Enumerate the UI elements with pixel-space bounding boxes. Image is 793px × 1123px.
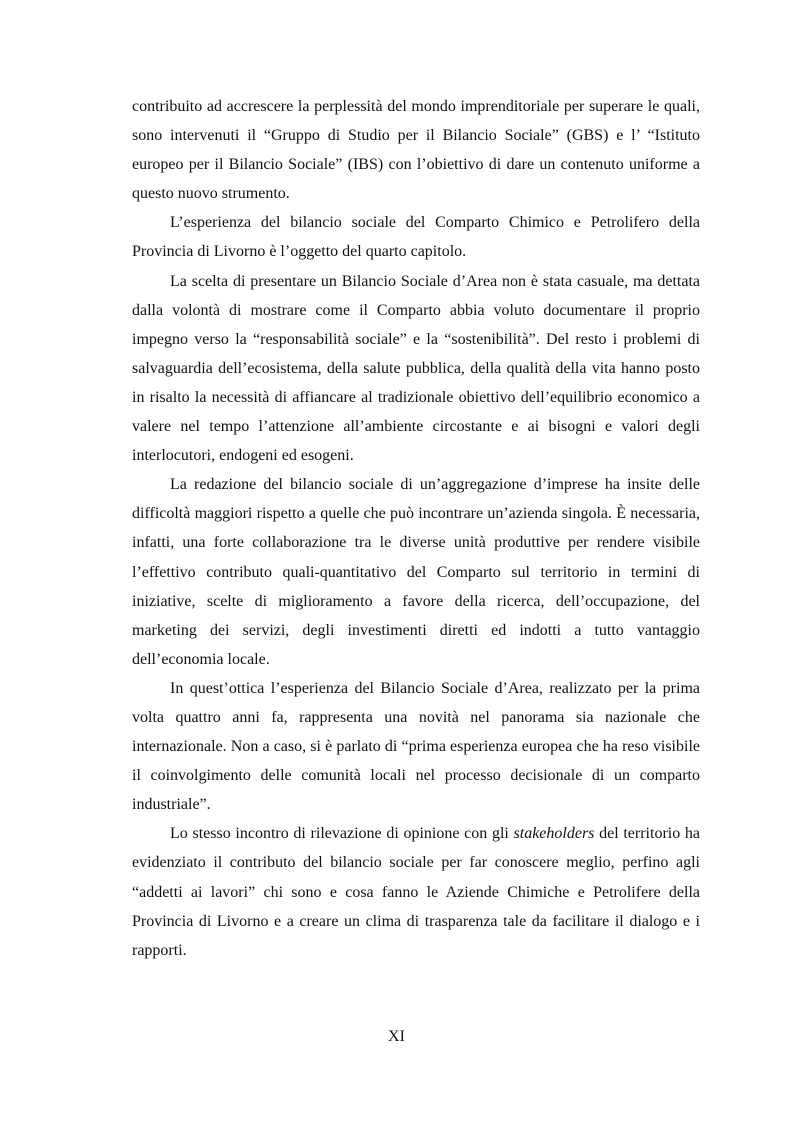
paragraph: La scelta di presentare un Bilancio Sociale d’Area non è stata casuale, ma dettata dalla volontà di mostrare come il Comparto abbia voluto documentare il proprio impegno verso la “responsabilità sociale” e la “sostenibilità”. Del resto i problemi di salvaguardia dell’ecosistema, della salute pubblica, della qualità della vita hanno posto in risalto la necessità di affiancare al tradizionale obiettivo dell’equilibrio economico a valere nel tempo l’attenzione all’ambiente circostante e ai bisogni e valori degli interlocutori, endogeni ed esogeni. <box>132 272 700 465</box>
paragraph: In quest’ottica l’esperienza del Bilancio Sociale d’Area, realizzato per la prima volta quattro anni fa, rappresenta una novità nel panorama sia nazionale che internazionale. Non a caso, si è parlato di “prima esperienza europea che ha reso visibile il coinvolgimento delle comunità locali nel processo decisionale di un comparto industriale”. <box>132 679 700 814</box>
paragraph-text: del territorio ha evidenziato il contributo del bilancio sociale per far conoscere meglio, perfino agli “addetti ai lavori” chi sono e cosa fanno le Aziende Chimiche e Petrolifere della Provincia di Livorno e a creare un clima di trasparenza tale da facilitare il dialogo e i rapporti. <box>132 825 701 959</box>
paragraph-continuation: contribuito ad accrescere la perplessità del mondo imprenditoriale per superare le quali, sono intervenuti il “Gruppo di Studio per il Bilancio Sociale” (GBS) e l’ “Istituto europeo per il Bilancio Sociale” (IBS) con l’obiettivo di dare un contenuto uniforme a questo nuovo strumento. <box>132 98 700 203</box>
paragraph-text: Lo stesso incontro di rilevazione di opinione con gli <box>170 825 514 843</box>
page-number: XI <box>388 1028 405 1045</box>
paragraph: La redazione del bilancio sociale di un’aggregazione d’imprese ha insite delle difficoltà maggiori rispetto a quelle che può incontrare un’azienda singola. È necessaria, infatti, una forte collaborazione tra le diverse unità produttive per rendere visibile l’effettivo contributo quali-quantitativo del Comparto sul territorio in termini di iniziative, scelte di miglioramento a favore della ricerca, dell’occupazione, del marketing dei servizi, degli investimenti diretti ed indotti a tutto vantaggio dell’economia locale. <box>132 476 700 668</box>
paragraph: L’esperienza del bilancio sociale del Comparto Chimico e Petrolifero della Provincia di Livorno è l’oggetto del quarto capitolo. <box>132 214 700 261</box>
emphasis-term: stakeholders <box>513 825 595 843</box>
paragraph <box>132 819 700 964</box>
body-text <box>132 92 700 965</box>
